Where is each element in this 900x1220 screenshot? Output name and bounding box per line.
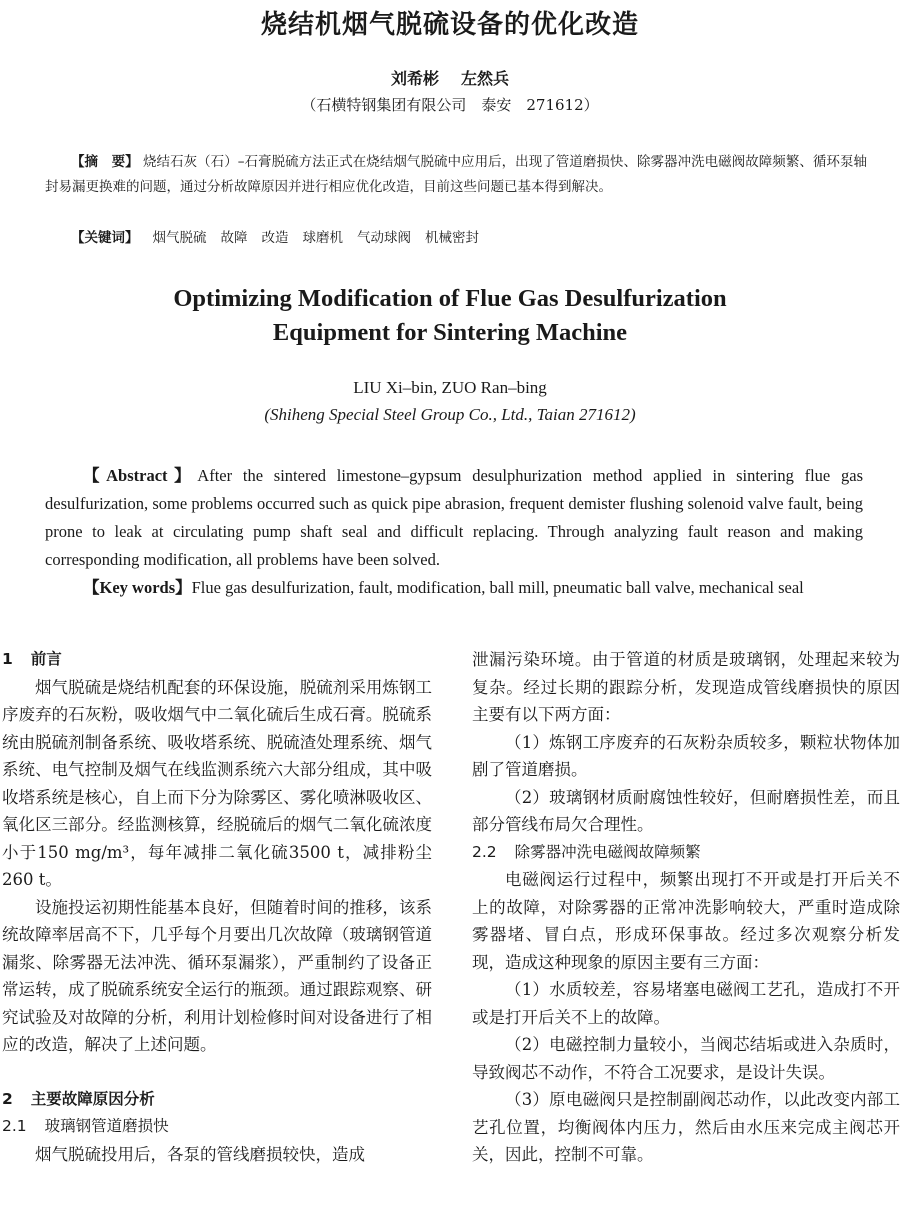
paragraph: 设施投运初期性能基本良好，但随着时间的推移，该系统故障率居高不下，几乎每个月要出几次故障（玻璃钢管道漏浆、除雾器无法冲洗、循环泵漏浆），严重制约了设备正常运转，成了脱硫系统安全运行的瓶颈。通过跟踪观察、研究试验及对故障的分析，利用计划检修时间对设备进行了相应的改造，解决了上述问题。 xyxy=(2,897,432,1054)
en-title-line-2: Equipment for Sintering Machine xyxy=(272,319,628,346)
en-abstract-text: After the sintered limestone–gypsum desulphurization method applied in sintering flue gas desulfurization, some problems occurred such as quick pipe abrasion, frequent demister flushing solenoid valve fault, being prone to leak at circulating pump shaft seal and difficult replacing. Through analyzing fault reason and making corresponding modification, all problems have been solved. xyxy=(45,466,863,569)
en-title-line-1: Optimizing Modification of Flue Gas Desulfurization xyxy=(173,285,727,312)
en-title xyxy=(0,282,900,350)
section-heading: 1 前言 xyxy=(2,650,62,668)
zh-keyword: 改造 xyxy=(261,230,289,246)
zh-abstract xyxy=(45,150,867,200)
zh-keywords-label: 【关键词】 xyxy=(71,230,139,246)
en-authors: LIU Xi–bin, ZUO Ran–bing xyxy=(353,378,547,397)
list-item: （2）玻璃钢材质耐腐蚀性较好，但耐磨损性差，而且部分管线布局欠合理性。 xyxy=(472,787,900,834)
en-abstract xyxy=(45,462,863,574)
list-item: （1）水质较差，容易堵塞电磁阀工艺孔，造成打不开或是打开后关不上的故障。 xyxy=(472,980,900,1027)
body-column-right xyxy=(472,646,900,1169)
section-heading: 2 主要故障原因分析 xyxy=(2,1089,155,1108)
list-item: （3）原电磁阀只是控制副阀芯动作，以此改变内部工艺孔位置，均衡阀体内压力，然后由水压来完成主阀芯开关，因此，控制不可靠。 xyxy=(472,1090,900,1164)
en-abstract-label: 【Abstract】 xyxy=(83,466,198,485)
list-item: （1）炼钢工序废弃的石灰粉杂质较多，颗粒状物体加剧了管道磨损。 xyxy=(472,732,900,779)
zh-authors xyxy=(0,66,900,89)
subsection-heading: 2.2 除雾器冲洗电磁阀故障频繁 xyxy=(472,842,701,861)
zh-abstract-text: 烧结石灰（石）–石膏脱硫方法正式在烧结烟气脱硫中应用后，出现了管道磨损快、除雾器冲洗电磁阀故障频繁、循环泵轴封易漏更换难的问题，通过分析故障原因并进行相应优化改造，目前这些问题已基本得到解决。 xyxy=(45,154,868,195)
zh-author-1: 刘希彬 xyxy=(390,69,439,88)
zh-keyword: 机械密封 xyxy=(425,230,479,246)
zh-title: 烧结机烟气脱硫设备的优化改造 xyxy=(260,10,639,40)
en-affiliation: (Shiheng Special Steel Group Co., Ltd., Taian 271612) xyxy=(264,405,636,424)
subsection-heading: 2.1 玻璃钢管道磨损快 xyxy=(2,1117,169,1135)
zh-keyword: 球磨机 xyxy=(302,230,343,246)
paragraph-continued: 泄漏污染环境。由于管道的材质是玻璃钢，处理起来较为复杂。经过长期的跟踪分析，发现造成管线磨损快的原因主要有以下两方面： xyxy=(472,650,900,724)
body-column-left xyxy=(2,646,432,1168)
paragraph: 烟气脱硫是烧结机配套的环保设施，脱硫剂采用炼钢工序废弃的石灰粉，吸收烟气中二氧化硫后生成石膏。脱硫系统由脱硫剂制备系统、吸收塔系统、脱硫渣处理系统、烟气系统、电气控制及烟气在线监测系统六大部分组成，其中吸收塔系统是核心，自上而下分为除雾区、雾化喷淋吸收区、氧化区三部分。经监测核算，经脱硫后的烟气二氧化硫浓度小于150 mg/m³，每年减排二氧化硫3500 t，减排粉尘260 t。 xyxy=(2,677,432,889)
zh-affiliation: （石横特钢集团有限公司 泰安 271612） xyxy=(301,96,599,114)
en-keywords xyxy=(45,574,863,602)
zh-keyword: 烟气脱硫 xyxy=(152,230,207,246)
en-keywords-text: Flue gas desulfurization, fault, modification, ball mill, pneumatic ball valve, mechanical seal xyxy=(191,578,804,597)
paragraph: 烟气脱硫投用后，各泵的管线磨损较快，造成 xyxy=(35,1144,365,1164)
paragraph: 电磁阀运行过程中，频繁出现打不开或是打开后关不上的故障，对除雾器的正常冲洗影响较大，严重时造成除雾器堵、冒白点，形成环保事故。经过多次观察分析发现，造成这种现象的原因主要有三方面： xyxy=(472,870,900,972)
zh-abstract-label: 【摘 要】 xyxy=(71,154,139,170)
zh-keyword: 气动球阀 xyxy=(357,230,411,246)
en-keywords-label: 【Key words】 xyxy=(83,578,192,597)
zh-keywords xyxy=(71,226,871,250)
list-item: （2）电磁控制力量较小，当阀芯结垢或进入杂质时，导致阀芯不动作，不符合工况要求，是设计失误。 xyxy=(472,1035,900,1082)
zh-keyword: 故障 xyxy=(220,230,248,246)
zh-author-2: 左然兵 xyxy=(461,69,510,88)
